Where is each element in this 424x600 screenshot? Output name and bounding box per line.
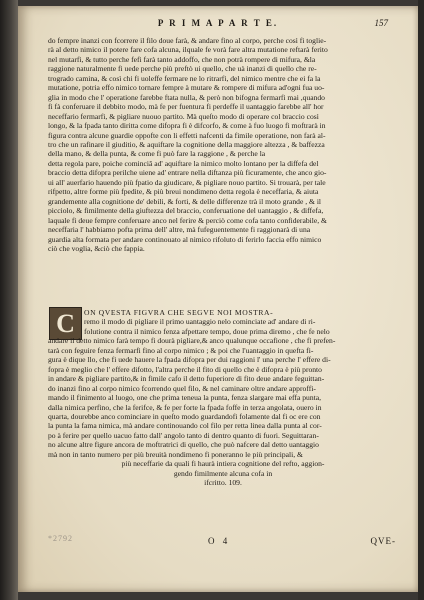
text-line: più neceffarie da quali fi haurà intiera cognitione del refto, aggion- <box>121 459 325 469</box>
catchword: QVE- <box>370 536 396 546</box>
text-line: ui all' auerfario hauendo più fpatio da giudicare, & pigliare nouo partito. Si trouarà, per tale <box>48 177 326 187</box>
decorated-initial-letter: C <box>56 309 75 338</box>
text-line: longo, & la fpada tanto diritta come difopra fi è difcorfo, & come à fuo luogo fi moftrarà in <box>48 121 326 131</box>
scan-right-edge <box>418 0 424 600</box>
text-line: mà non in tanto numero per più breuità nondimeno fi poneranno le più principali, & <box>48 449 303 459</box>
text-line: della mano, & della punta, & come fi può fare la raggione , & perche la <box>48 149 266 159</box>
text-line: guardia alta formata per andare continouato al nimico rifoluto di ferirlo faccia effo nimico <box>48 234 322 244</box>
library-stamp: *2792 <box>48 534 73 543</box>
page-number: 157 <box>374 18 388 28</box>
text-line: grandemente alla cognitione de' debili, & forti, & delle differenze trà il moto grande , & il <box>48 196 322 206</box>
text-line: in andare & pigliare partito,& in fimile cafo il detto fuperiore di fito deue andare feguittan- <box>48 374 325 384</box>
text-line: remo il modo di pigliare il primo uantaggio nelo cominciate ad' andare di ri- <box>84 317 316 327</box>
text-line: tro che un rafinare il giuditio, & aquiftare la cognitione della maggiore altezza , & baffezza <box>48 139 325 149</box>
text-line: figura contra alcune guardie oppofte con li effetti nafcenti da fimile operatione, non farà al- <box>48 130 326 140</box>
text-line: fi fà conferuare il debbito modo, mà fe per fuentura fi perdeffe il uantaggio farebbe all' hor <box>48 102 324 112</box>
text-line: dalla nimica perfino, che la ferifce, & fe per forte la fpada foffe in terza angolata, ouero in <box>48 402 322 412</box>
text-line: quarta, dourebbe anco cominciare in queſto modo guardandofi folamente dal fi oc ere con <box>48 411 321 421</box>
text-line: raggione naturalmente fi uede perche più preftò ui quello, che uà inanzi di quello che re- <box>48 64 317 74</box>
text-line: do fempre inanzi con fcorrere il filo doue farà, & andare fino al corpo, perche così fi toglie- <box>48 36 327 45</box>
text-line: mutatione, potria effo nimico tornare fempre à mutare & rompere di mifura ad'ogni fua uo- <box>48 83 325 93</box>
text-line: nel mutarfi, & tutto perche fefi farà tanto addoffo, che non potrà rompere di mifura, &la <box>48 54 316 64</box>
text-line: ciò che voglia, &ciò che fappia. <box>48 243 145 253</box>
text-line: glia in modo che l' operatione farebbe ftata nulla, & però non bifogna fermarfi mai ,quando <box>48 92 325 102</box>
text-line: neceffario fermarfi, & pigliare nuouo partito. Mà queſto modo di operare col braccio così <box>48 111 319 121</box>
text-line: detta regola pare, poiche cominciâ ad' aquiftare la nimico molto lontano per la diffefa del <box>48 158 319 168</box>
text-line: po à ferire per quello uacuo fatto dall' angolo tanto di dentro quanto di fuori. Seguittaran- <box>48 430 319 440</box>
section-heading-line: ON QVESTA FIGVRA CHE SEGVE NOI MOSTRA- <box>84 308 274 317</box>
text-line: neceffaria l' habbiamo pofta prima dell' altre, mà fufeguentemente fi raggionarà di una <box>48 225 311 235</box>
text-line: picciolo, & fimilmente della giuftezza del braccio, conferuatione del uantaggio , & diffefa, <box>48 206 324 216</box>
text-line: do inanzi fino al corpo nimico fcorrendo quel filo, & nel caminare oltre andare approffi- <box>48 383 316 393</box>
running-head-title: P R I M A P A R T E. <box>157 18 279 28</box>
signature-mark: O 4 <box>208 536 231 546</box>
text-line: gura è dique llo, che fi uede hauere la fpada difopra per dui raggioni l' una perche l' effere di- <box>48 355 331 365</box>
text-line: braccio detta difopra perilche uiene ad' entrare nella diftanza più ficuramente, che anco gio- <box>48 168 327 178</box>
text-line: folutione contra il nimico fenza afpettare tempo, doue prima diremo , che fe nelo <box>84 326 330 336</box>
text-line: no alcune altre figure ancora de moftratrici di quello, che può nafcere dal detto uantaggio <box>48 440 319 450</box>
first-paragraph <box>48 36 398 253</box>
text-line: ifcritto. 109. <box>204 478 242 488</box>
text-line: trogrado camina, & così chi fi uoleffe fermare ne lo ritrarfi, del nimico mentre che ei fa la <box>48 73 321 83</box>
text-line: gendo fimilmente alcuna cofa in <box>173 468 273 478</box>
text-line: rà al detto nimico il potere fare cofa alcuna, ilquale fe vorà fare altra mutatione reftarà ferito <box>48 45 328 55</box>
text-line: rifpetto, altre forme più fpedite, & più breui nondimeno detta regola è neceffaria, & aiuta <box>48 187 319 197</box>
book-page <box>18 6 418 592</box>
text-line: laquale fi deue fempre conferuare anco nel ferire & perciò come cofa tanto confiderabile, & <box>48 215 327 225</box>
second-paragraph <box>48 308 398 488</box>
text-line: andare il detto nimico farà tempo fi dourà pigliare,& anco qualunque occafione , che fi prefen- <box>48 336 336 346</box>
running-head <box>18 18 418 34</box>
text-line: tarà con feguire fenza fermarfi fino al corpo nimico ; & poi che l'uantaggio in quefta fi- <box>48 345 314 355</box>
scan-binding-edge <box>0 0 18 600</box>
text-line: fopra è meglio che l' effere difotto, l'altra perche il fito di quello che è difopra è più pronto <box>48 364 322 374</box>
text-line: la punta la fama nimica, mà andare continouando col filo per retta linea dalla punta al cor- <box>48 421 322 431</box>
text-line: mando il finimento al luogo, one che prima teneua la punta, fenza slargare mai effa punta, <box>48 393 321 403</box>
